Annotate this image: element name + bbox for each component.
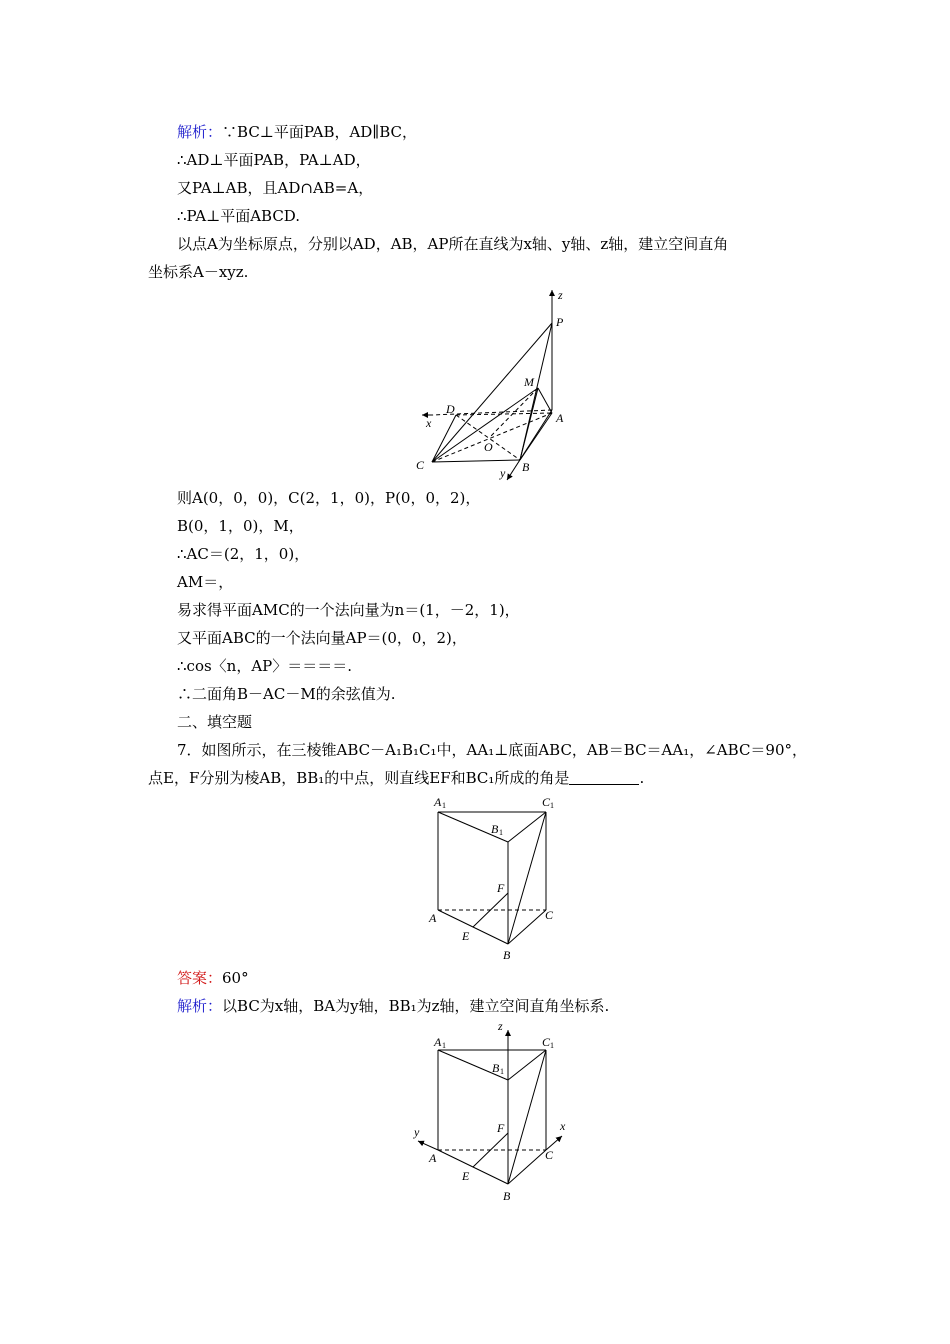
line-8: B(0，1，0)，M， (177, 517, 304, 535)
label-B1-sub: 1 (500, 1067, 504, 1076)
label-F: F (497, 881, 505, 895)
label-z: z (498, 1019, 503, 1033)
label-C1: C (542, 795, 551, 809)
question-7-cont (148, 766, 644, 790)
analysis-label-2: 解析： (177, 997, 223, 1015)
figure-pyramid (412, 285, 592, 485)
line-3: 又PA⊥AB，且AD∩AB=A， (177, 179, 374, 197)
label-A: A (429, 1151, 437, 1165)
label-B1: B (491, 822, 499, 836)
label-F: F (497, 1121, 505, 1135)
label-E: E (462, 1169, 470, 1183)
line-1 (177, 120, 417, 144)
line-5: 以点A为坐标原点，分别以AD，AB，AP所在直线为x轴、y轴、z轴，建立空间直角 (177, 235, 729, 253)
line-12: 又平面ABC的一个法向量AP＝(0，0，2)， (177, 629, 467, 647)
label-C1-sub: 1 (550, 801, 554, 810)
question-7-end: . (639, 769, 645, 787)
line-13: ∴cos〈n，AP〉＝＝＝＝. (177, 657, 353, 675)
figure-prism (428, 792, 568, 962)
label-D: D (446, 402, 455, 416)
label-A1-sub: 1 (442, 801, 446, 810)
label-C: C (545, 1148, 554, 1162)
label-y: y (414, 1125, 420, 1139)
label-B: B (503, 948, 511, 962)
label-x: x (560, 1119, 566, 1133)
label-A1: A (434, 795, 442, 809)
line-11: 易求得平面AMC的一个法向量为n＝(1，－2，1)， (177, 601, 520, 619)
label-A1-sub: 1 (442, 1041, 446, 1050)
label-O: O (484, 440, 493, 454)
answer-value: 60° (222, 969, 249, 987)
line-7: 则A(0，0，0)，C(2，1，0)，P(0，0，2)， (177, 489, 481, 507)
label-y: y (500, 466, 506, 480)
line-10: AM＝， (177, 573, 234, 591)
label-C: C (416, 458, 425, 472)
label-C1-sub: 1 (550, 1041, 554, 1050)
line-2: ∴AD⊥平面PAB，PA⊥AD， (177, 151, 371, 169)
label-M: M (524, 375, 534, 389)
line-14: ∴二面角B－AC－M的余弦值为. (177, 685, 396, 703)
label-z: z (558, 288, 563, 302)
line-6: 坐标系A－xyz. (148, 263, 249, 281)
label-A1: A (434, 1035, 442, 1049)
answer-blank (569, 770, 639, 785)
label-B1: B (492, 1061, 500, 1075)
line-9: ∴AC＝(2，1，0)， (177, 545, 310, 563)
question-7-text: 点E，F分别为棱AB，BB₁的中点，则直线EF和BC₁所成的角是 (148, 769, 570, 787)
label-A: A (429, 911, 437, 925)
label-B: B (522, 460, 530, 474)
label-B1-sub: 1 (499, 828, 503, 837)
figure-prism-axes (412, 1020, 582, 1210)
line-19-text: 以BC为x轴，BA为y轴，BB₁为z轴，建立空间直角坐标系. (222, 997, 610, 1015)
line-1-text: ∵BC⊥平面PAB，AD∥BC， (222, 123, 418, 141)
label-C: C (545, 908, 554, 922)
label-P: P (556, 315, 564, 329)
line-19 (177, 994, 609, 1018)
label-E: E (462, 929, 470, 943)
answer-line (177, 966, 249, 990)
label-B: B (503, 1189, 511, 1203)
label-C1: C (542, 1035, 551, 1049)
analysis-label: 解析： (177, 123, 223, 141)
answer-label: 答案： (177, 969, 223, 987)
question-7: 7．如图所示，在三棱锥ABC－A₁B₁C₁中，AA₁⊥底面ABC，AB＝BC＝AA₁，∠ABC＝90°， (177, 741, 808, 759)
section-heading: 二、填空题 (177, 713, 253, 731)
line-4: ∴PA⊥平面ABCD. (177, 207, 301, 225)
label-A: A (556, 411, 564, 425)
label-x: x (426, 416, 432, 430)
